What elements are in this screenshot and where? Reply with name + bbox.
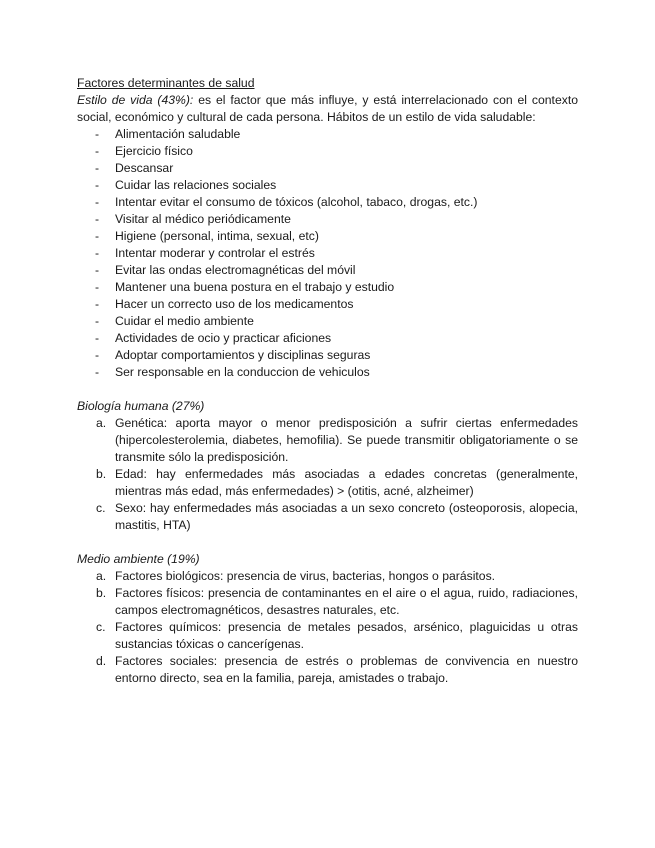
document-page: [77, 75, 578, 687]
lifestyle-label: Estilo de vida (43%):: [77, 93, 194, 107]
list-marker: a.: [96, 416, 107, 430]
list-item: [77, 211, 578, 228]
habit-text: Evitar las ondas electromagnéticas del móvil: [115, 263, 356, 277]
habit-text: Visitar al médico periódicamente: [115, 212, 291, 226]
biology-list: [77, 415, 578, 534]
list-marker: c.: [96, 620, 106, 634]
document-title: Factores determinantes de salud: [77, 76, 255, 90]
list-item-text: Edad: hay enfermedades más asociadas a edades concretas (generalmente, mientras más edad, más enfermedades) > (otitis, acné, alzheimer): [115, 467, 578, 498]
dash-marker: -: [95, 365, 100, 379]
list-item: [77, 619, 578, 653]
habit-text: Intentar moderar y controlar el estrés: [115, 246, 315, 260]
habit-text: Alimentación saludable: [115, 127, 241, 141]
biology-heading: Biología humana (27%): [77, 399, 205, 413]
list-marker: b.: [96, 467, 107, 481]
dash-marker: -: [95, 144, 100, 158]
list-item-text: Sexo: hay enfermedades más asociadas a un sexo concreto (osteoporosis, alopecia, mastitis, HTA): [115, 501, 578, 532]
list-marker: a.: [96, 569, 107, 583]
dash-marker: -: [95, 263, 100, 277]
dash-marker: -: [95, 297, 100, 311]
dash-marker: -: [95, 127, 100, 141]
habit-text: Cuidar las relaciones sociales: [115, 178, 277, 192]
dash-marker: -: [95, 331, 100, 345]
dash-marker: -: [95, 212, 100, 226]
list-item-text: Factores sociales: presencia de estrés o problemas de convivencia en nuestro entorno directo, sea en la familia, pareja, amistades o trabajo.: [115, 654, 578, 685]
dash-marker: -: [95, 280, 100, 294]
list-item: [77, 313, 578, 330]
list-item: [77, 160, 578, 177]
habit-text: Mantener una buena postura en el trabajo y estudio: [115, 280, 395, 294]
list-item-text: Factores químicos: presencia de metales pesados, arsénico, plaguicidas u otras sustancias tóxicas o cancerígenas.: [115, 620, 578, 651]
list-item: [77, 279, 578, 296]
list-item: [77, 194, 578, 211]
spacer: [77, 381, 578, 398]
list-item: [77, 347, 578, 364]
list-marker: c.: [96, 501, 106, 515]
list-item-text: Factores físicos: presencia de contaminantes en el aire o el agua, ruido, radiaciones, campos electromagnéticos, desastres naturales, etc.: [115, 586, 578, 617]
habit-text: Ejercicio físico: [115, 144, 193, 158]
list-item: [77, 585, 578, 619]
list-item: [77, 296, 578, 313]
list-item: [77, 364, 578, 381]
dash-marker: -: [95, 348, 100, 362]
list-item: [77, 415, 578, 466]
list-item: [77, 330, 578, 347]
spacer: [77, 534, 578, 551]
list-item: [77, 466, 578, 500]
dash-marker: -: [95, 229, 100, 243]
habit-text: Cuidar el medio ambiente: [115, 314, 254, 328]
habit-text: Ser responsable en la conduccion de vehiculos: [115, 365, 370, 379]
dash-marker: -: [95, 161, 100, 175]
list-marker: b.: [96, 586, 107, 600]
list-item: [77, 500, 578, 534]
list-marker: d.: [96, 654, 107, 668]
dash-marker: -: [95, 195, 100, 209]
dash-marker: -: [95, 178, 100, 192]
dash-marker: -: [95, 314, 100, 328]
list-item: [77, 653, 578, 687]
habit-text: Descansar: [115, 161, 174, 175]
list-item: [77, 143, 578, 160]
habit-text: Adoptar comportamientos y disciplinas seguras: [115, 348, 371, 362]
lifestyle-paragraph: [77, 92, 578, 126]
list-item: [77, 568, 578, 585]
dash-marker: -: [95, 246, 100, 260]
list-item-text: Factores biológicos: presencia de virus, bacterias, hongos o parásitos.: [115, 569, 496, 583]
habit-text: Higiene (personal, intima, sexual, etc): [115, 229, 319, 243]
list-item: [77, 228, 578, 245]
environment-heading: Medio ambiente (19%): [77, 552, 200, 566]
lifestyle-text: es el factor que más influye, y está interrelacionado con el contexto social, económico y cultural de cada persona. Hábitos de un estilo de vida saludable:: [77, 93, 578, 124]
list-item: [77, 177, 578, 194]
habits-list: [77, 126, 578, 381]
habit-text: Intentar evitar el consumo de tóxicos (alcohol, tabaco, drogas, etc.): [115, 195, 478, 209]
list-item: [77, 245, 578, 262]
habit-text: Actividades de ocio y practicar aficiones: [115, 331, 332, 345]
list-item: [77, 126, 578, 143]
list-item: [77, 262, 578, 279]
list-item-text: Genética: aporta mayor o menor predisposición a sufrir ciertas enfermedades (hipercolesterolemia, diabetes, hemofilia). Se puede transmitir obligatoriamente o se transmite sólo la predisposición.: [115, 416, 578, 464]
environment-list: [77, 568, 578, 687]
habit-text: Hacer un correcto uso de los medicamentos: [115, 297, 354, 311]
